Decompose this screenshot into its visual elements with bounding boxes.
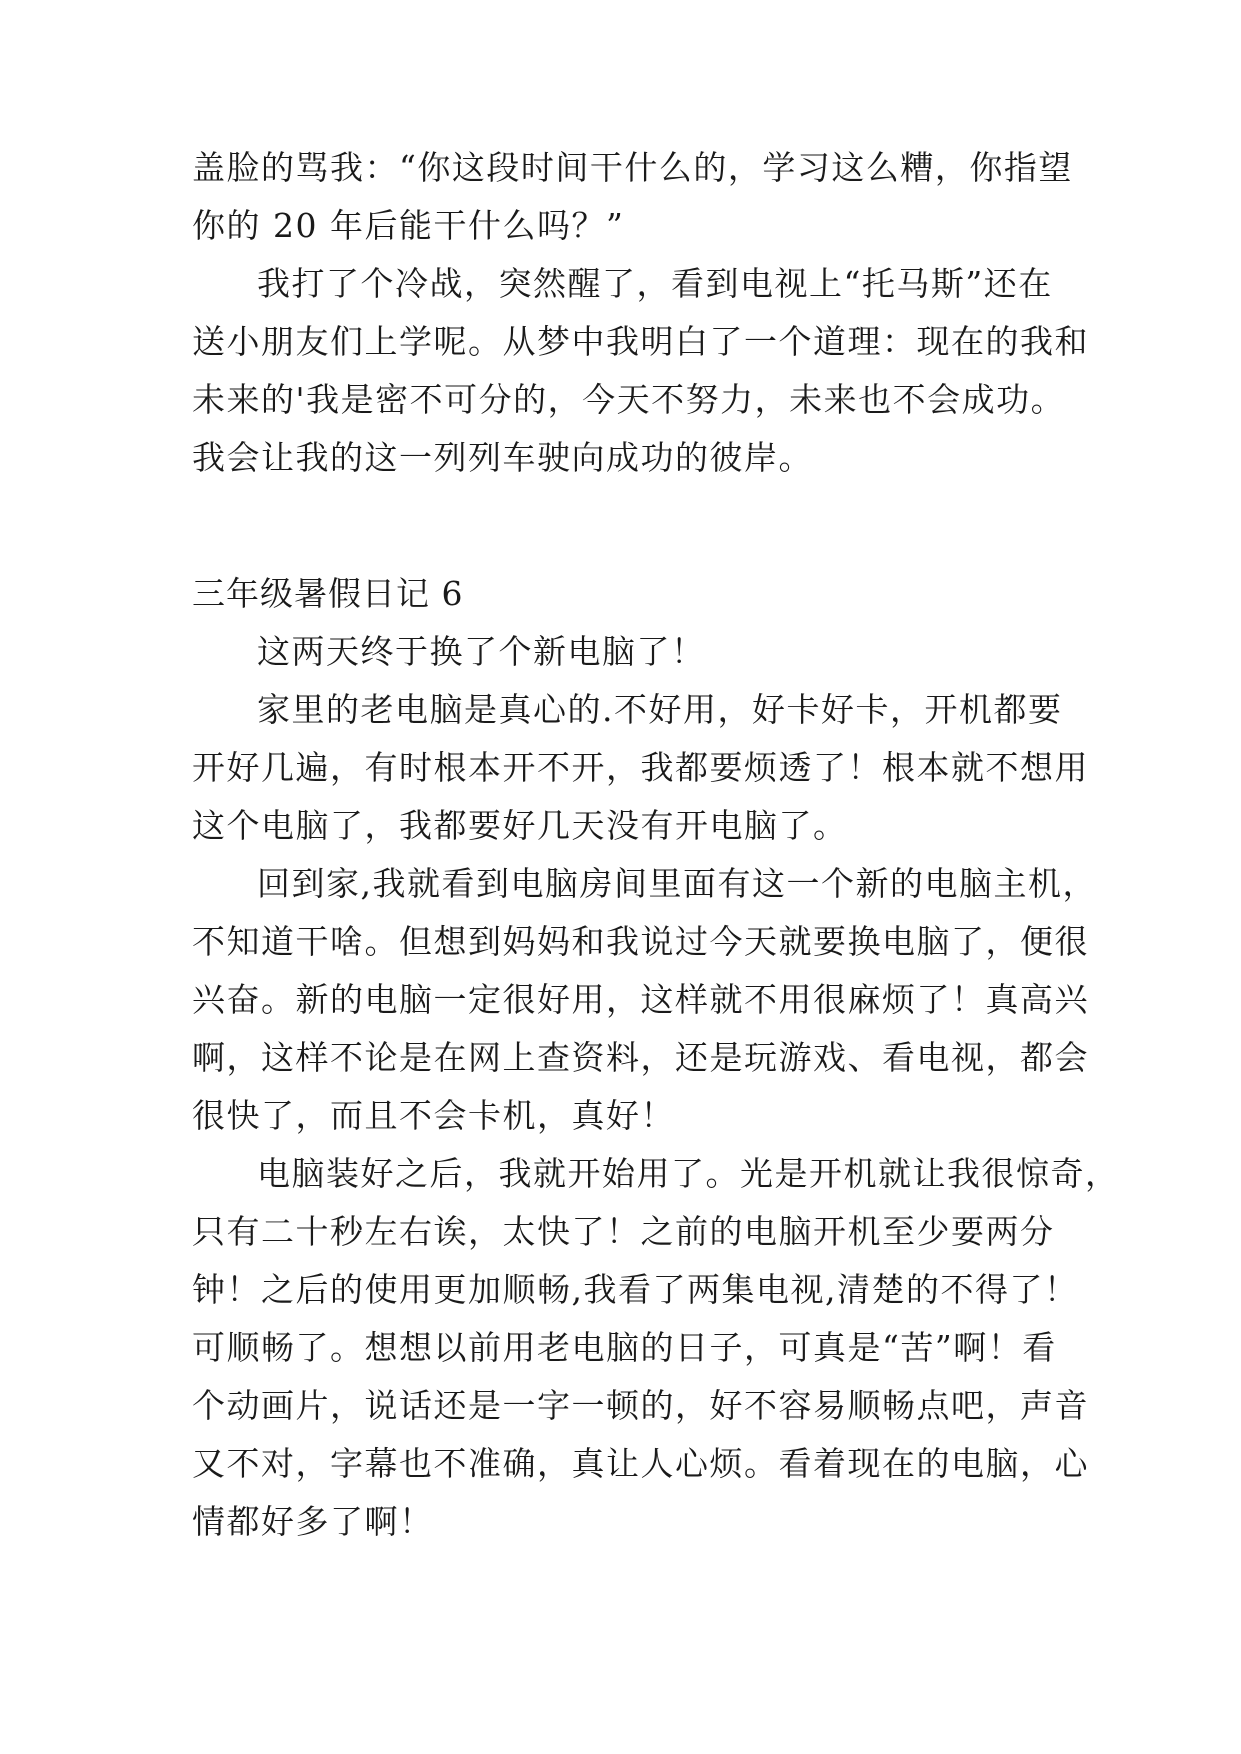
- paragraph-line: 你的 20 年后能干什么吗？”: [192, 206, 625, 245]
- section-title: 三年级暑假日记 6: [192, 574, 464, 613]
- paragraph-line: 情都好多了啊！: [192, 1502, 434, 1541]
- paragraph-line: 盖脸的骂我：“你这段时间干什么的，学习这么糟，你指望: [192, 148, 1073, 187]
- paragraph-line: 又不对，字幕也不准确，真让人心烦。看着现在的电脑，心: [192, 1444, 1089, 1483]
- paragraph-line: 很快了，而且不会卡机，真好！: [192, 1096, 675, 1135]
- paragraph-line: 回到家,我就看到电脑房间里面有这一个新的电脑主机，: [257, 864, 1097, 903]
- paragraph-line: 不知道干啥。但想到妈妈和我说过今天就要换电脑了，便很: [192, 922, 1089, 961]
- paragraph-line: 个动画片，说话还是一字一顿的，好不容易顺畅点吧，声音: [192, 1386, 1089, 1425]
- paragraph-line: 我会让我的这一列列车驶向成功的彼岸。: [192, 438, 813, 477]
- paragraph-line: 钟！之后的使用更加顺畅,我看了两集电视,清楚的不得了！: [192, 1270, 1079, 1309]
- paragraph-line: 开好几遍，有时根本开不开，我都要烦透了！根本就不想用: [192, 748, 1089, 787]
- paragraph-line: 电脑装好之后，我就开始用了。光是开机就让我很惊奇，: [257, 1154, 1120, 1193]
- paragraph-line: 只有二十秒左右诶，太快了！之前的电脑开机至少要两分: [192, 1212, 1055, 1251]
- paragraph-line: 这两天终于换了个新电脑了！: [257, 632, 706, 671]
- paragraph-line: 未来的'我是密不可分的，今天不努力，未来也不会成功。: [192, 380, 1066, 419]
- paragraph-line: 这个电脑了，我都要好几天没有开电脑了。: [192, 806, 848, 845]
- paragraph-line: 我打了个冷战，突然醒了，看到电视上“托马斯”还在: [257, 264, 1053, 303]
- paragraph-line: 啊，这样不论是在网上查资料，还是玩游戏、看电视，都会: [192, 1038, 1089, 1077]
- paragraph-line: 可顺畅了。想想以前用老电脑的日子，可真是“苦”啊！看: [192, 1328, 1057, 1367]
- paragraph-line: 兴奋。新的电脑一定很好用，这样就不用很麻烦了！真高兴: [192, 980, 1089, 1019]
- paragraph-line: 家里的老电脑是真心的.不好用，好卡好卡，开机都要: [257, 690, 1063, 729]
- paragraph-line: 送小朋友们上学呢。从梦中我明白了一个道理：现在的我和: [192, 322, 1089, 361]
